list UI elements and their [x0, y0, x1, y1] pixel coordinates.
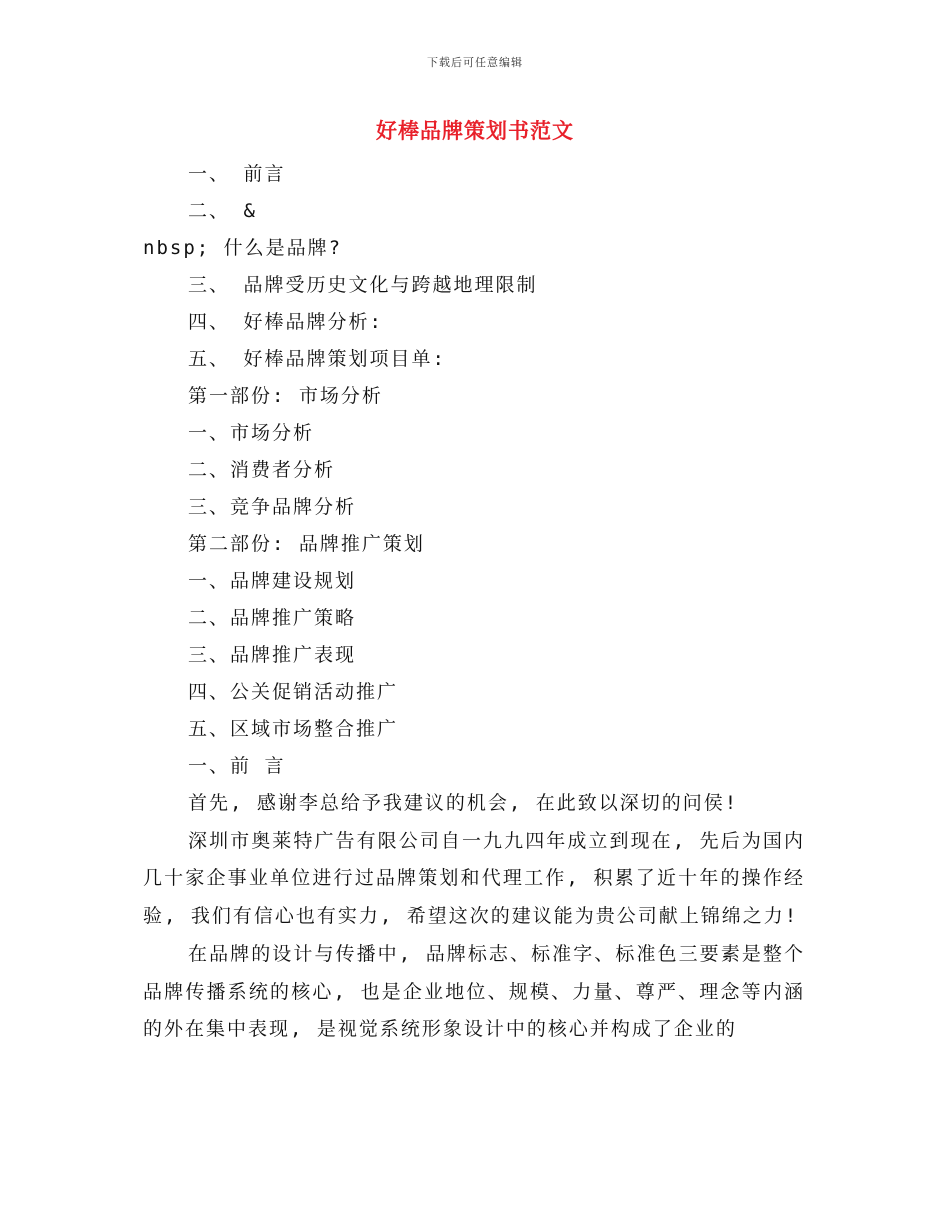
toc-line-competitor-analysis: 三、竞争品牌分析	[188, 496, 357, 518]
toc-line-part-2: 第二部份: 品牌推广策划	[188, 533, 425, 555]
paragraph-brand-design: 在品牌的设计与传播中, 品牌标志、标准字、标准色三要素是整个品牌传播系统的核心, 也是企业地位、规模、力量、尊严、理念等内涵的外在集中表现, 是视觉系统形象设计中的核心并构成了企业的	[143, 943, 805, 1040]
toc-line-brand-building: 一、品牌建设规划	[188, 570, 357, 592]
toc-line-market-analysis: 一、市场分析	[188, 422, 315, 444]
toc-line-4: 四、 好棒品牌分析:	[188, 311, 383, 333]
paragraph-company-intro: 深圳市奥莱特广告有限公司自一九九四年成立到现在, 先后为国内几十家企事业单位进行过品牌策划和代理工作, 积累了近十年的操作经验, 我们有信心也有实力, 希望这次的建议能为贵公司献上锦绵之力!	[143, 829, 805, 927]
toc-line-what-is-brand: nbsp; 什么是品牌?	[143, 237, 343, 259]
document-title: 好棒品牌策划书范文	[376, 118, 574, 143]
toc-line-pr-promotion: 四、公关促销活动推广	[188, 681, 399, 703]
toc-line-brand-expression: 三、品牌推广表现	[188, 644, 357, 666]
toc-line-3: 三、 品牌受历史文化与跨越地理限制	[188, 274, 538, 296]
header-note: 下载后可任意编辑	[427, 56, 523, 69]
toc-line-part-1: 第一部份: 市场分析	[188, 385, 383, 407]
document-body	[143, 156, 805, 1049]
toc-line-brand-strategy: 二、品牌推广策略	[188, 607, 357, 629]
toc-line-2: 二、 &	[188, 200, 257, 222]
section-heading-preface: 一、前 言	[188, 755, 286, 777]
toc-line-consumer-analysis: 二、消费者分析	[188, 459, 336, 481]
toc-line-5: 五、 好棒品牌策划项目单:	[188, 348, 446, 370]
toc-line-preface: 一、 前言	[188, 163, 286, 185]
toc-line-regional-market: 五、区域市场整合推广	[188, 718, 399, 740]
paragraph-thanks: 首先, 感谢李总给予我建议的机会, 在此致以深切的问侯!	[188, 792, 739, 814]
